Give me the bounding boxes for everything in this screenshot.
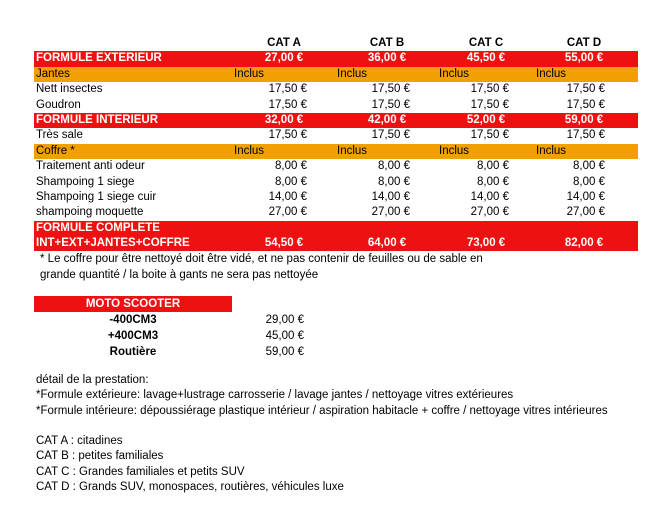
row-price: 17,50 € <box>371 129 410 142</box>
row-price: 8,00 € <box>378 175 410 188</box>
row-price: 59,00 € <box>564 113 604 126</box>
coffre-note: * Le coffre pour être nettoyé doit être vidé, et ne pas contenir de feuilles ou de sable en grande quantité / la boite à gants ne sera pas nettoyée <box>40 253 483 281</box>
row-price: 17,50 € <box>470 83 509 96</box>
row-price: 8,00 € <box>275 160 307 173</box>
row-price: 52,00 € <box>466 113 506 126</box>
table-row <box>34 67 638 82</box>
row-price: 8,00 € <box>477 175 509 188</box>
category-b: CAT B : petites familiales <box>36 450 164 463</box>
row-price: Inclus <box>337 67 368 80</box>
prestation-details <box>36 373 608 419</box>
table-row <box>34 144 638 159</box>
row-price: 17,50 € <box>371 98 410 111</box>
row-price: 55,00 € <box>564 52 604 65</box>
details-interior: *Formule intérieure: dépoussiérage plastique intérieur / aspiration habitacle + coffre / nettoyage vitres intérieures <box>36 404 608 417</box>
row-label: Shampoing 1 siege cuir <box>36 190 157 203</box>
header-cat-b: CAT B <box>369 37 405 49</box>
moto-scooter-title: MOTO SCOOTER <box>34 296 232 312</box>
category-a: CAT A : citadines <box>36 435 123 447</box>
formule-complete-price-a: 54,50 € <box>264 237 304 250</box>
moto-scooter-table <box>34 296 314 360</box>
header-cat-d: CAT D <box>566 37 602 49</box>
moto-label: Routière <box>109 346 157 358</box>
row-price: 27,00 € <box>566 206 605 219</box>
table-header-row <box>34 36 638 51</box>
row-price: 32,00 € <box>264 113 304 126</box>
row-price: 14,00 € <box>371 190 410 203</box>
formule-complete-label: FORMULE COMPLETE INT+EXT+JANTES+COFFRE <box>36 221 190 250</box>
row-label: Shampoing 1 siege <box>36 175 135 188</box>
table-row <box>34 205 638 220</box>
details-exterior: *Formule extérieure: lavage+lustrage carrosserie / lavage jantes / nettoyage vitres extérieures <box>36 389 514 402</box>
row-price: 17,50 € <box>268 129 307 142</box>
moto-price: 29,00 € <box>265 314 304 326</box>
category-d: CAT D : Grands SUV, monospaces, routières, véhicules luxe <box>36 481 344 494</box>
table-row <box>34 113 638 128</box>
row-price: Inclus <box>234 67 265 80</box>
row-price: 27,00 € <box>470 206 509 219</box>
row-price: 17,50 € <box>371 83 410 96</box>
row-price: 17,50 € <box>268 83 307 96</box>
moto-row <box>34 328 314 344</box>
row-label: Traitement anti odeur <box>36 160 145 173</box>
row-price: 8,00 € <box>573 175 605 188</box>
formule-complete-price-b: 64,00 € <box>367 237 407 250</box>
row-price: 17,50 € <box>566 98 605 111</box>
moto-price: 45,00 € <box>265 330 304 342</box>
table-row <box>34 82 638 97</box>
category-c: CAT C : Grandes familiales et petits SUV <box>36 465 245 478</box>
row-price: 8,00 € <box>477 160 509 173</box>
row-price: Inclus <box>536 144 567 157</box>
row-price: 27,00 € <box>268 206 307 219</box>
formule-complete-row <box>34 221 638 252</box>
header-cat-a: CAT A <box>267 37 301 49</box>
moto-price: 59,00 € <box>265 346 304 358</box>
row-label: Très sale <box>36 129 83 142</box>
row-label: Jantes <box>36 67 70 80</box>
row-price: Inclus <box>536 67 567 80</box>
row-price: Inclus <box>439 67 470 80</box>
row-price: 17,50 € <box>470 98 509 111</box>
row-price: 36,00 € <box>367 52 407 65</box>
row-price: 27,00 € <box>371 206 410 219</box>
table-row <box>34 51 638 66</box>
row-label: shampoing moquette <box>36 206 144 219</box>
moto-row <box>34 344 314 360</box>
category-legend <box>36 434 344 496</box>
row-label: Coffre * <box>36 144 75 157</box>
moto-label: -400CM3 <box>109 314 157 326</box>
row-price: 8,00 € <box>275 175 307 188</box>
row-price: Inclus <box>234 144 265 157</box>
details-title: détail de la prestation: <box>36 374 149 386</box>
row-label: Nett insectes <box>36 83 103 96</box>
formule-complete-price-d: 82,00 € <box>564 237 604 250</box>
price-table <box>34 36 638 251</box>
row-price: Inclus <box>337 144 368 157</box>
row-price: 8,00 € <box>573 160 605 173</box>
row-label: FORMULE INTERIEUR <box>36 113 159 126</box>
table-body <box>34 51 638 220</box>
row-price: 14,00 € <box>566 190 605 203</box>
row-price: 17,50 € <box>470 129 509 142</box>
row-price: 17,50 € <box>566 83 605 96</box>
row-price: 42,00 € <box>367 113 407 126</box>
row-price: 45,50 € <box>466 52 506 65</box>
table-row <box>34 159 638 174</box>
row-price: 17,50 € <box>566 129 605 142</box>
table-row <box>34 175 638 190</box>
row-price: 8,00 € <box>378 160 410 173</box>
moto-label: +400CM3 <box>107 330 159 342</box>
row-price: Inclus <box>439 144 470 157</box>
row-price: 14,00 € <box>268 190 307 203</box>
row-price: 27,00 € <box>264 52 304 65</box>
table-row <box>34 98 638 113</box>
table-row <box>34 128 638 143</box>
formule-complete-price-c: 73,00 € <box>466 237 506 250</box>
table-row <box>34 190 638 205</box>
row-label: Goudron <box>36 98 81 111</box>
header-cat-c: CAT C <box>468 37 504 49</box>
row-label: FORMULE EXTERIEUR <box>36 52 162 65</box>
row-price: 14,00 € <box>470 190 509 203</box>
row-price: 17,50 € <box>268 98 307 111</box>
moto-row <box>34 312 314 328</box>
